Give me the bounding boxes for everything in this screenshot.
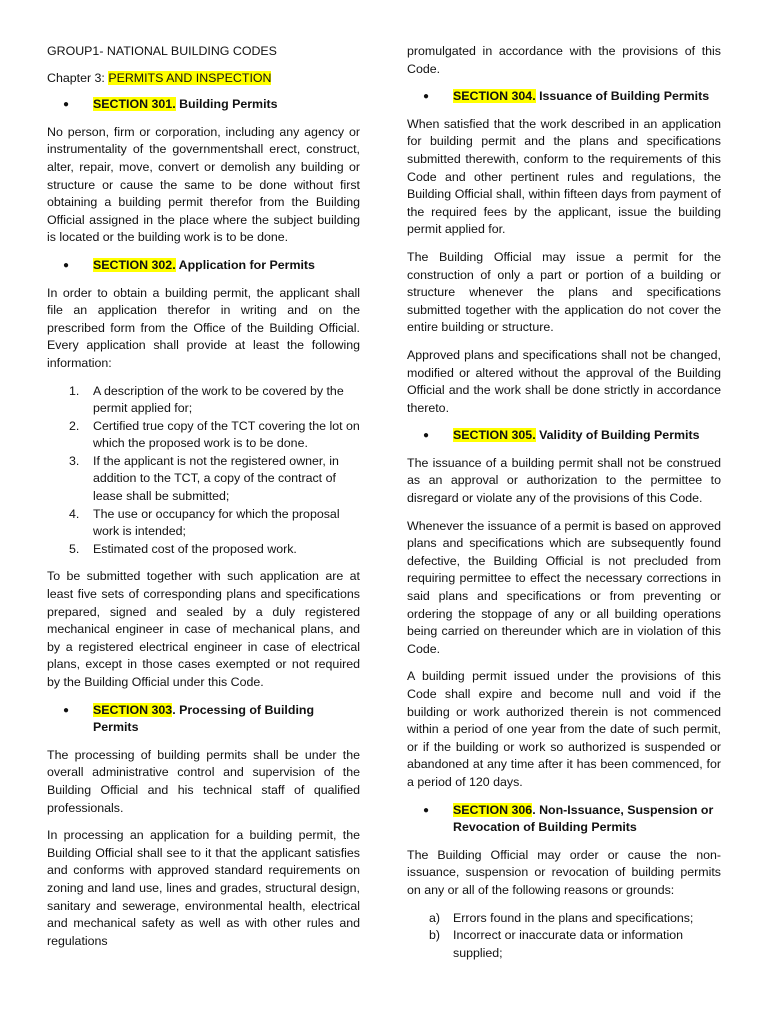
section-306-heading (407, 802, 721, 837)
list-item-text: If the applicant is not the registered owner, in addition to the TCT, a copy of the contract of lease shall be submitted; (93, 453, 339, 504)
section-305-title: Validity of Building Permits (535, 428, 700, 443)
section-301-label: SECTION 301. (93, 97, 176, 112)
section-301-heading (47, 96, 360, 114)
left-column (47, 43, 360, 960)
list-marker: b) (429, 928, 441, 943)
section-302-requirements-list (47, 383, 360, 559)
list-marker: a) (429, 910, 441, 925)
section-302-label: SECTION 302. (93, 257, 176, 272)
list-marker: 3. (69, 453, 80, 468)
section-306-label: SECTION 306 (453, 802, 533, 817)
bullet-icon: ● (423, 804, 430, 816)
section-305-paragraph-3: A building permit issued under the provisions of this Code shall expire and become null and void if the building or work authorized therein is not commenced within a period of one year from the date of such permit, or if the building or work so authorized is suspended or abandoned at any time after it has been commenced, for a period of 120 days. (407, 669, 721, 789)
list-item (47, 453, 360, 506)
section-304-paragraph-1: When satisfied that the work described in an application for building permit and the plans and specifications submitted therewith, conform to the requirements of this Code and other pertinent rules and regulations, the Building Official shall, within fifteen days from payment of the required fees by the applicant, issue the building permit applied for. (407, 116, 721, 237)
section-306-title: . Non-Issuance, Suspension or Revocation of Building Permits (453, 802, 714, 835)
list-item-text: The use or occupancy for which the proposal work is intended; (93, 506, 340, 539)
bullet-icon: ● (423, 91, 430, 103)
list-item-text: A description of the work to be covered by the permit applied for; (93, 383, 344, 416)
right-column (407, 43, 721, 972)
section-304-paragraph-2: The Building Official may issue a permit for the construction of only a part or portion of a building or structure whenever the plans and specifications submitted together with the application do not cover the entire building or structure. (407, 249, 721, 335)
section-303-title: . Processing of Building Permits (93, 702, 315, 735)
section-304-label: SECTION 304. (453, 89, 536, 104)
list-marker: 1. (69, 383, 80, 398)
section-305-paragraph-2: Whenever the issuance of a permit is based on approved plans and specifications which are subsequently found defective, the Building Official is not precluded from requiring permittee to effect the necessary corrections in said plans and specifications or from preventing or ordering the stoppage of any or all building operations being carried on thereunder which are in violation of this Code. (407, 518, 721, 656)
section-306-paragraph: The Building Official may order or cause the non-issuance, suspension or revocation of building permits on any or all of the following reasons or grounds: (407, 847, 721, 897)
section-305-heading (407, 427, 721, 445)
section-302-title: Application for Permits (175, 257, 315, 272)
section-305-paragraph-1: The issuance of a building permit shall not be construed as an approval or authorization to the permittee to disregard or violate any of the provisions of this Code. (407, 455, 721, 506)
section-303-label: SECTION 303 (93, 702, 173, 717)
continued-paragraph: promulgated in accordance with the provisions of this Code. (407, 44, 721, 76)
section-304-heading (407, 88, 721, 106)
document-group-title: GROUP1- NATIONAL BUILDING CODES (47, 44, 277, 58)
list-item (47, 506, 360, 541)
chapter-prefix: Chapter 3: (47, 70, 109, 85)
section-304-paragraph-3: Approved plans and specifications shall not be changed, modified or altered without the approval of the Building Official and the work shall be done strictly in accordance thereto. (407, 347, 721, 415)
list-marker: 2. (69, 418, 80, 433)
section-302-paragraph-plans: To be submitted together with such application are at least five sets of corresponding plans and specifications prepared, signed and sealed by a duly registered mechanical engineer in case of mechanical plans, and by a registered electrical engineer in case of electrical plans, except in those cases exempted or not required by the Building Official under this Code. (47, 569, 360, 689)
list-marker: 5. (69, 541, 80, 556)
bullet-icon: ● (423, 430, 430, 442)
section-303-paragraph-2: In processing an application for a building permit, the Building Official shall see to it that the applicant satisfies and conforms with approved standard requirements on zoning and land use, lines and grades, structural design, sanitary and sewerage, environmental health, electrical and mechanical safety as well as with other rules and regulations (47, 828, 360, 948)
section-302-heading (47, 257, 360, 275)
list-item-text: Estimated cost of the proposed work. (93, 541, 297, 556)
section-303-heading (47, 702, 360, 737)
list-item (47, 383, 360, 418)
list-item (47, 541, 360, 559)
section-303-paragraph-1: The processing of building permits shall be under the overall administrative control and supervision of the Building Official and his technical staff of qualified professionals. (47, 747, 360, 815)
bullet-icon: ● (63, 99, 70, 111)
chapter-title-highlight: PERMITS AND INSPECTION (108, 70, 272, 85)
bullet-icon: ● (63, 259, 70, 271)
section-302-paragraph-intro: In order to obtain a building permit, the applicant shall file an application therefor in writing and on the prescribed form from the Office of the Building Official. Every application shall provide at least the following information: (47, 285, 360, 370)
list-item (407, 910, 721, 928)
section-306-grounds-list (407, 910, 721, 963)
list-item-text: Certified true copy of the TCT covering the lot on which the proposed work is to be done. (93, 418, 360, 451)
section-305-label: SECTION 305. (453, 428, 536, 443)
section-301-title: Building Permits (175, 97, 278, 112)
bullet-icon: ● (63, 704, 70, 716)
section-301-paragraph: No person, firm or corporation, including any agency or instrumentality of the governmentshall erect, construct, alter, repair, move, convert or demolish any building or structure or cause the same to be done without first obtaining a building permit therefor from the Building Official assigned in the place where the subject building is located or the building work is to be done. (47, 124, 360, 245)
chapter-heading (47, 70, 360, 88)
list-marker: 4. (69, 506, 80, 521)
list-item-text: Errors found in the plans and specifications; (453, 910, 694, 925)
list-item (47, 418, 360, 453)
section-304-title: Issuance of Building Permits (535, 89, 710, 104)
list-item (407, 927, 721, 962)
list-item-text: Incorrect or inaccurate data or information supplied; (453, 928, 684, 960)
